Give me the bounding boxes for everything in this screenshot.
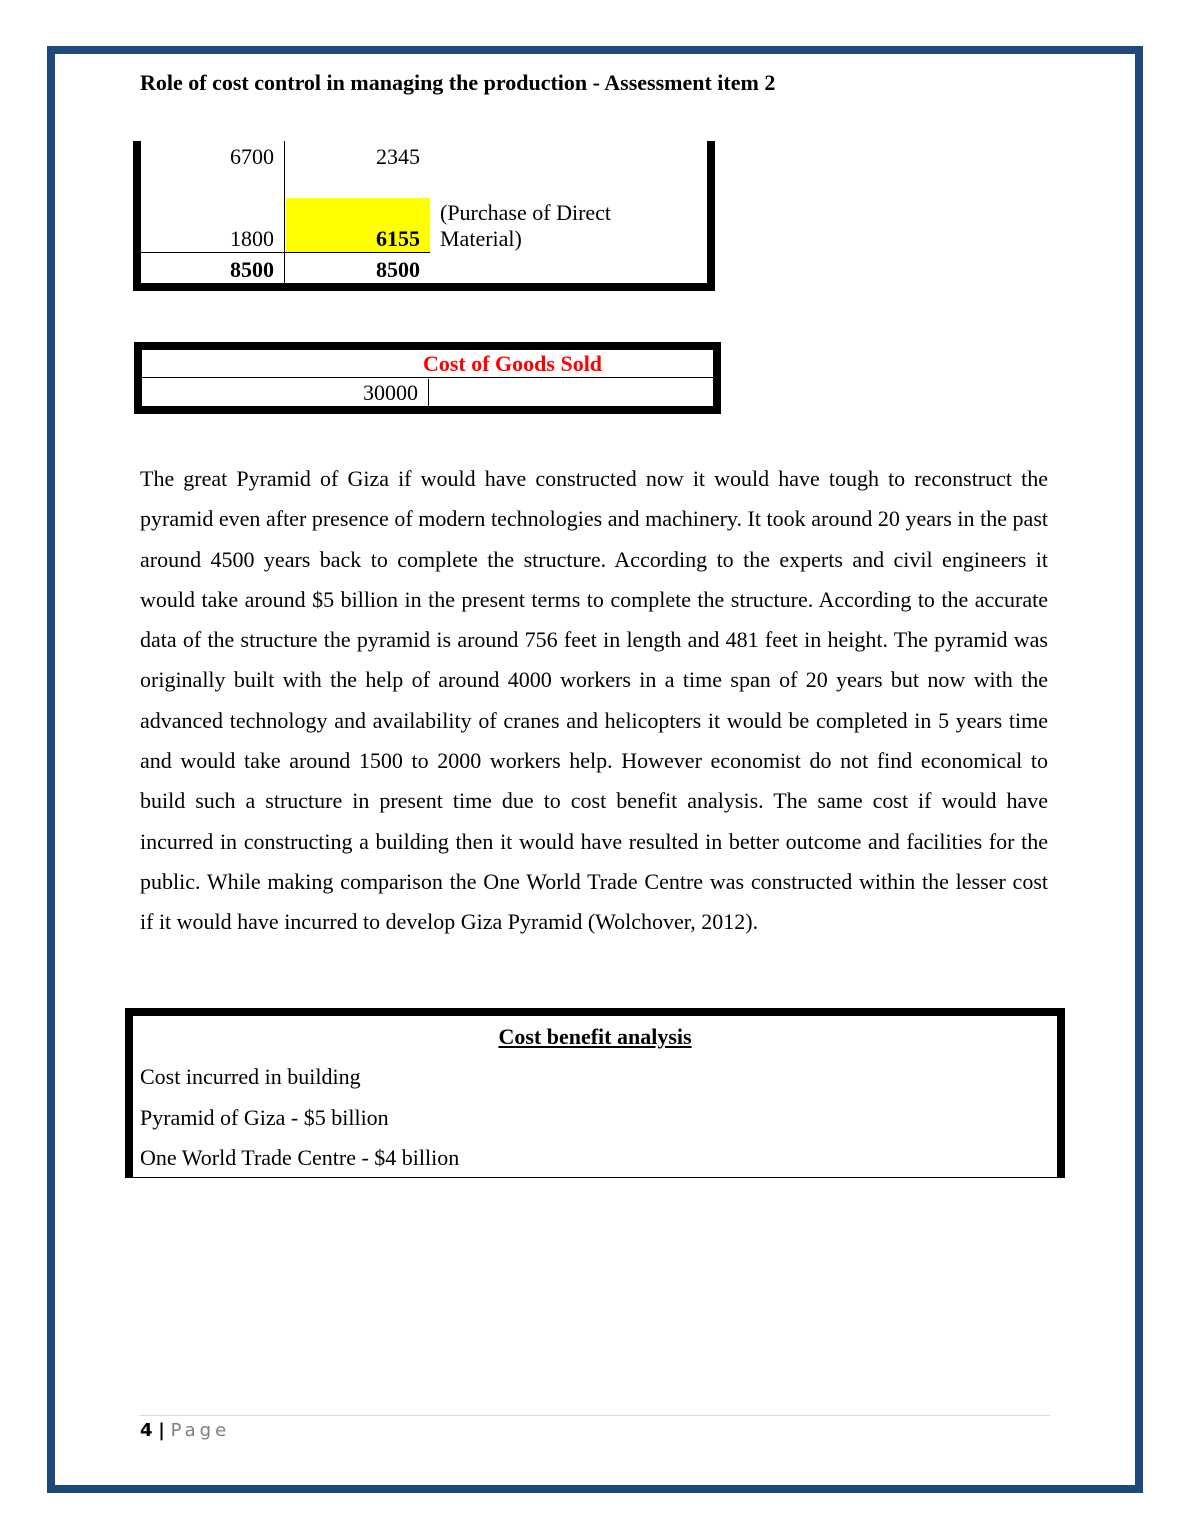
column-divider <box>428 379 429 406</box>
cost-benefit-box <box>125 1008 1065 1178</box>
debit-total: 8500 <box>230 257 274 282</box>
footer-rule <box>140 1415 1050 1416</box>
page-footer <box>140 1420 230 1441</box>
row-note: (Purchase of Direct <box>440 200 612 225</box>
cost-benefit-line: One World Trade Centre - $4 billion <box>140 1145 460 1170</box>
credit-value: 2345 <box>376 144 420 169</box>
debit-value: 1800 <box>230 226 274 251</box>
page-number: 4 <box>140 1420 153 1441</box>
t-account-table <box>133 141 715 291</box>
debit-value: 6700 <box>230 144 274 169</box>
footer-separator: | <box>158 1420 165 1441</box>
cogs-value: 30000 <box>363 380 418 405</box>
row-note: Material) <box>440 226 522 251</box>
page-header: Role of cost control in managing the production - Assessment item 2 <box>140 70 776 95</box>
column-divider <box>284 141 285 283</box>
cogs-table <box>134 342 721 414</box>
cost-benefit-line: Pyramid of Giza - $5 billion <box>140 1105 389 1130</box>
credit-value-highlighted: 6155 <box>376 226 420 251</box>
cost-benefit-line: Cost incurred in building <box>140 1064 361 1089</box>
body-paragraph: The great Pyramid of Giza if would have constructed now it would have tough to reconstruct the pyramid even after presence of modern technologies and machinery. It took around 20 years in the past around 4500 years back to complete the structure. According to the experts and civil engineers it would take around $5 billion in the present terms to complete the structure. According to the accurate data of the structure the pyramid is around 756 feet in length and 481 feet in height. The pyramid was originally built with the help of around 4000 workers in a time span of 20 years but now with the advanced technology and availability of cranes and helicopters it would be completed in 5 years time and would take around 1500 to 2000 workers help. However economist do not find economical to build such a structure in present time due to cost benefit analysis. The same cost if would have incurred in constructing a building then it would have resulted in better outcome and facilities for the public. While making comparison the One World Trade Centre was constructed within the lesser cost if it would have incurred to develop Giza Pyramid (Wolchover, 2012). <box>140 466 1048 935</box>
cogs-title: Cost of Goods Sold <box>142 350 713 378</box>
credit-total: 8500 <box>376 257 420 282</box>
page-label: Page <box>170 1420 231 1441</box>
cost-benefit-heading: Cost benefit analysis <box>498 1024 692 1049</box>
total-rule <box>141 252 430 253</box>
